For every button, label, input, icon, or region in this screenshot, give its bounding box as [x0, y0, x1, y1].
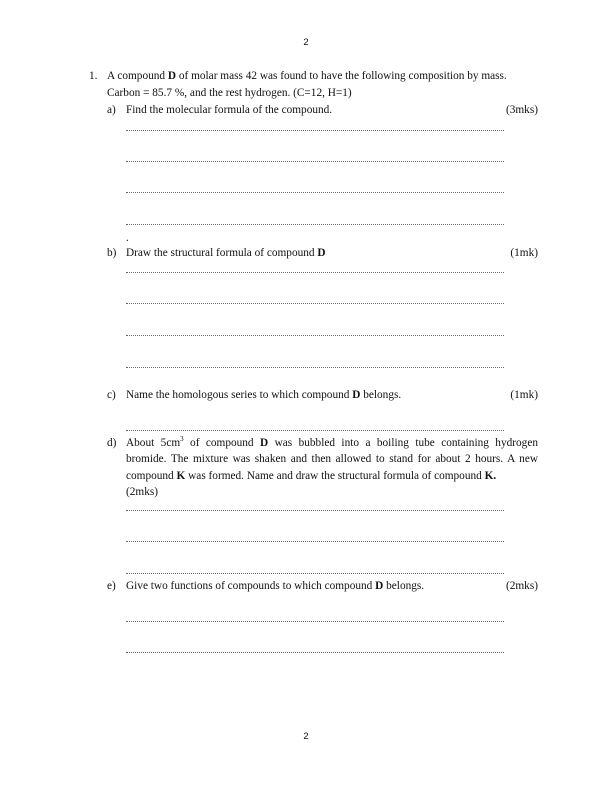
part-c-text-b: belongs.	[360, 389, 402, 401]
compound-d: D	[260, 437, 269, 449]
question-stem-line1	[107, 70, 507, 82]
part-c-label: c)	[107, 389, 116, 401]
part-d-text-1: About 5cm	[126, 437, 181, 449]
part-b-label: b)	[107, 247, 117, 259]
question-number: 1.	[89, 70, 98, 82]
answer-line[interactable]	[126, 367, 504, 368]
part-e-text-a: Give two functions of compounds to which compound	[126, 580, 376, 592]
answer-line[interactable]	[126, 652, 504, 653]
part-b-marks: (1mk)	[510, 247, 538, 259]
compound-d: D	[352, 389, 361, 401]
answer-line[interactable]	[126, 130, 504, 131]
compound-d: D	[375, 580, 384, 592]
part-e-text-b: belongs.	[383, 580, 425, 592]
part-d-text	[126, 435, 538, 501]
part-d-text-2: of compound	[183, 437, 261, 449]
compound-k: K	[176, 469, 186, 482]
answer-line[interactable]	[126, 573, 504, 574]
stem-text: of molar mass 42 was found to have the following composition by mass.	[176, 70, 507, 82]
answer-line[interactable]	[126, 541, 504, 542]
part-e-marks: (2mks)	[505, 580, 538, 592]
answer-line[interactable]	[126, 192, 504, 193]
footer-page-number: 2	[303, 731, 309, 742]
part-c-text	[126, 389, 401, 401]
header-page-number: 2	[303, 37, 309, 48]
part-d-marks: (2mks)	[126, 486, 159, 499]
part-c-marks: (1mk)	[510, 389, 538, 401]
compound-d: D	[167, 70, 177, 82]
answer-line[interactable]	[126, 621, 504, 622]
answer-line[interactable]	[126, 430, 504, 431]
part-a-label: a)	[107, 104, 116, 116]
answer-line[interactable]	[126, 303, 504, 304]
question-stem-line2: Carbon = 85.7 %, and the rest hydrogen. (C=12, H=1)	[107, 87, 352, 99]
answer-line[interactable]	[126, 272, 504, 273]
part-b-text-main: Draw the structural formula of compound	[126, 247, 318, 259]
superscript: 3	[180, 435, 184, 443]
part-a-marks: (3mks)	[505, 104, 538, 116]
answer-line[interactable]	[126, 335, 504, 336]
part-e-label: e)	[107, 580, 116, 592]
part-b-text	[126, 247, 326, 259]
answer-line[interactable]	[126, 510, 504, 511]
compound-k: K.	[484, 469, 497, 482]
stem-text: A compound	[107, 70, 168, 82]
answer-line[interactable]	[126, 224, 504, 225]
part-d-text-4: was formed. Name and draw the structural formula of compound	[185, 469, 485, 482]
stray-dot: .	[126, 232, 129, 244]
part-c-text-a: Name the homologous series to which compound	[126, 389, 353, 401]
compound-d: D	[317, 247, 326, 259]
part-e-text	[126, 580, 424, 592]
part-a-text: Find the molecular formula of the compound.	[126, 104, 333, 116]
answer-line[interactable]	[126, 161, 504, 162]
part-d-label: d)	[107, 437, 117, 449]
part-d-text-3: was bubbled into a boiling tube containing hydrogen bromide. The mixture was shaken and then allowed to stand for about 2 hours. A new compound	[126, 437, 538, 482]
